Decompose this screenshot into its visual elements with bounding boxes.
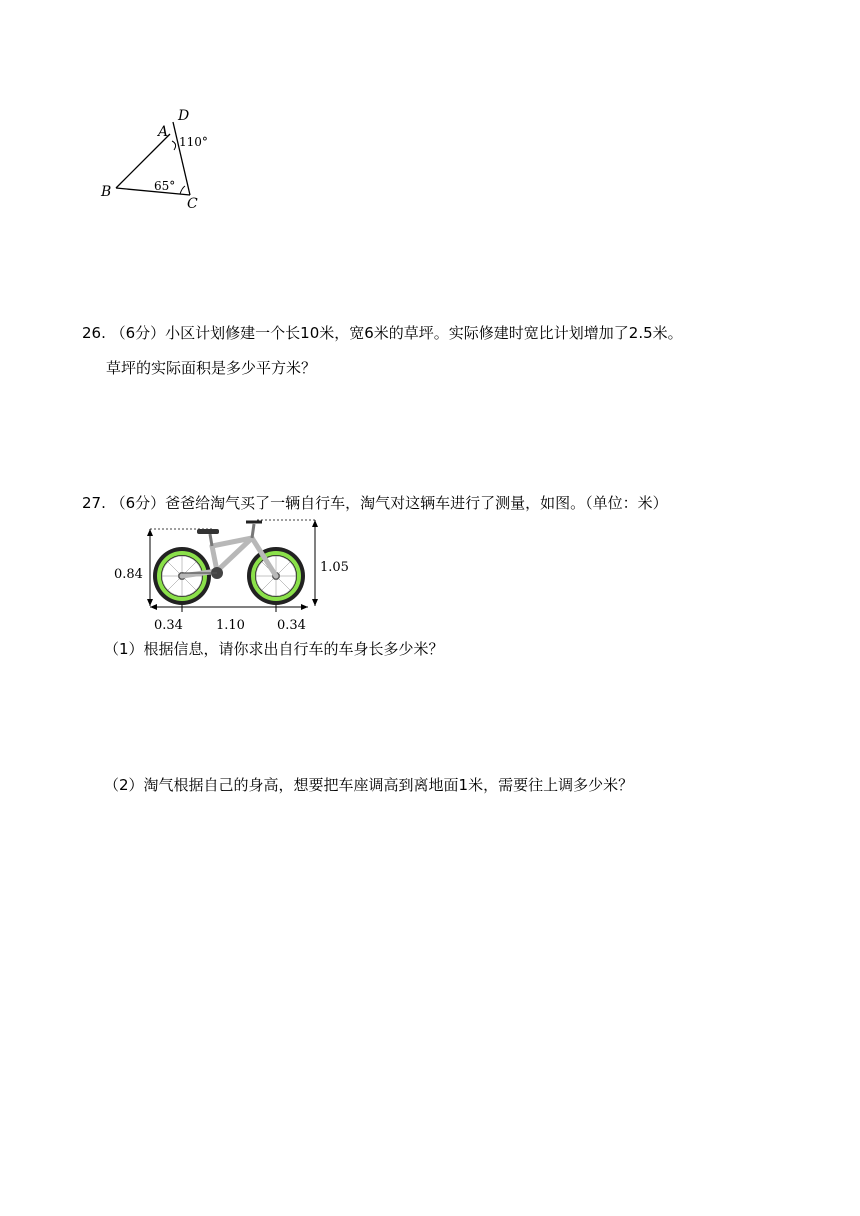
handlebar-stem (252, 524, 254, 538)
dim-left-arrow-top (147, 529, 153, 536)
seat-post (210, 534, 212, 546)
label-width-middle: 1.10 (216, 618, 245, 633)
angle-value-exterior: 110° (179, 135, 208, 149)
label-height-left: 0.84 (114, 567, 143, 582)
dim-bottom-arrow-left (150, 604, 157, 610)
label-b: B (101, 184, 112, 200)
label-c: C (187, 196, 198, 212)
side-bc (116, 188, 190, 195)
question-27-sub2: （2）淘气根据自己的身高，想要把车座调高到离地面1米，需要往上调多少米？ (104, 776, 634, 794)
side-ac-extended (173, 122, 190, 195)
question-27-line1: 27. （6分）爸爸给淘气买了一辆自行车，淘气对这辆车进行了测量，如图。（单位：米） (82, 494, 668, 512)
angle-value-c: 65° (154, 179, 176, 193)
label-a: A (158, 124, 169, 140)
dim-right-arrow-bottom (312, 599, 318, 606)
question-27-sub1: （1）根据信息，请你求出自行车的车身长多少米？ (104, 640, 444, 658)
dim-bottom-arrow-right (301, 604, 308, 610)
dim-left-arrow-bottom (147, 599, 153, 606)
bicycle-figure (112, 516, 358, 636)
label-height-right: 1.05 (320, 560, 349, 575)
question-26-line2: 草坪的实际面积是多少平方米？ (106, 359, 317, 377)
dim-right-arrow-top (312, 520, 318, 527)
label-d: D (178, 108, 190, 124)
triangle-figure (96, 104, 226, 214)
label-width-left: 0.34 (154, 618, 183, 633)
label-width-right: 0.34 (277, 618, 306, 633)
seat (197, 529, 219, 534)
angle-arc-exterior (172, 141, 176, 150)
question-26-line1: 26. （6分）小区计划修建一个长10米，宽6米的草坪。实际修建时宽比计划增加了2.5米。 (82, 324, 683, 342)
angle-arc-c (180, 186, 185, 194)
